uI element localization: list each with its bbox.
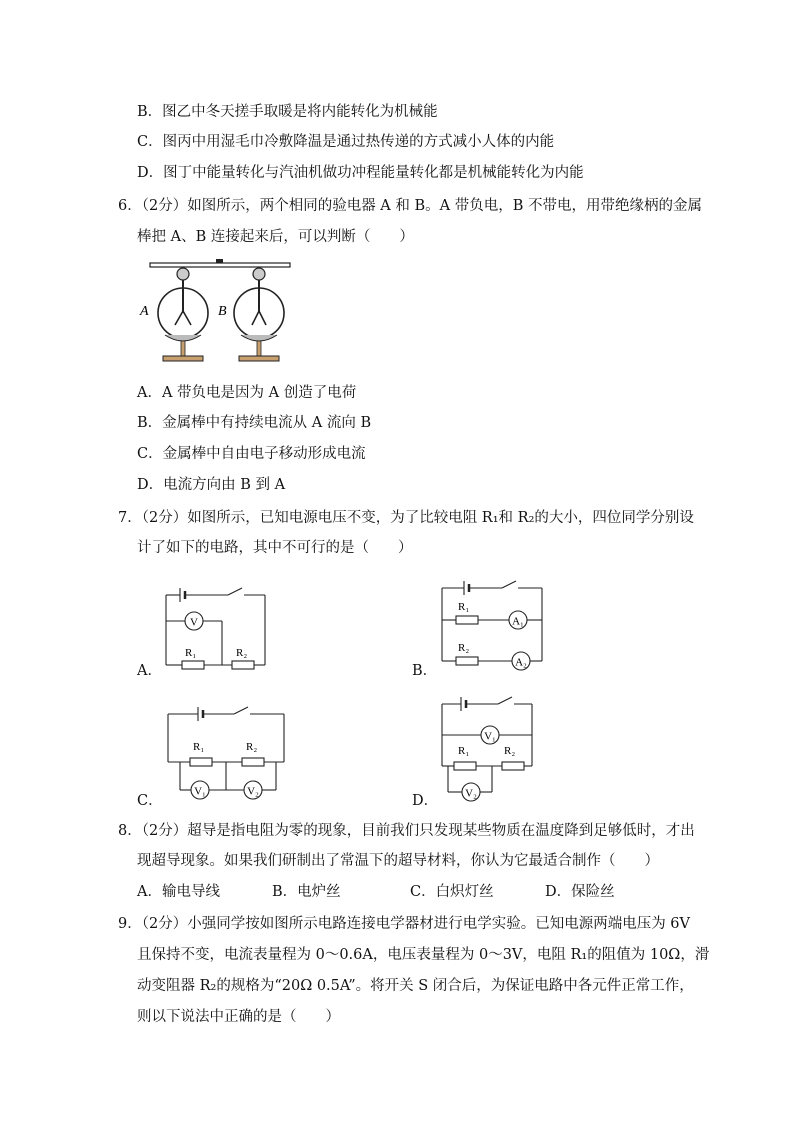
svg-text:V₁: V₁ — [194, 785, 206, 798]
circuit-d — [436, 690, 551, 804]
q7-stem-line2: 计了如下的电路，其中不可行的是（ ） — [137, 540, 413, 556]
q9-line3: 动变阻器 R₂的规格为“20Ω 0.5A”。将开关 S 闭合后，为保证电路中各元件正常工作， — [137, 978, 694, 994]
svg-text:R₂: R₂ — [246, 741, 258, 753]
q8-option-a: A．输电导线 — [137, 884, 220, 900]
label-b: B — [218, 304, 227, 319]
q7-label-b: B． — [412, 663, 438, 679]
q5-option-b: B．图乙中冬天搓手取暖是将内能转化为机械能 — [137, 104, 438, 120]
q7-stem-line1: 7．（2分）如图所示，已知电源电压不变，为了比较电阻 R₁和 R₂的大小，四位同学分别设 — [118, 510, 694, 526]
svg-text:A₁: A₁ — [512, 615, 524, 628]
q6-stem-line2: 棒把 A、B 连接起来后，可以判断（ ） — [137, 229, 414, 245]
q7-label-a: A． — [137, 663, 162, 679]
label-a: A — [140, 304, 149, 319]
svg-text:V: V — [190, 616, 198, 629]
q6-option-c: C．金属棒中自由电子移动形成电流 — [137, 446, 366, 462]
svg-text:V₂: V₂ — [465, 787, 477, 800]
q8-option-c: C．白炽灯丝 — [410, 884, 494, 900]
electroscope-b — [234, 268, 284, 361]
svg-text:R₁: R₁ — [458, 601, 470, 613]
q7-label-d: D． — [412, 793, 439, 809]
metal-rod — [150, 263, 290, 267]
circuit-b — [436, 576, 551, 676]
circuit-a — [160, 585, 275, 675]
q9-line1: 9．（2分）小强同学按如图所示电路连接电学器材进行电学实验。已知电源两端电压为 6V — [118, 916, 691, 932]
q9-line4: 则以下说法中正确的是（ ） — [137, 1009, 340, 1025]
q6-option-d: D．电流方向由 B 到 A — [137, 477, 286, 493]
q8-stem-line1: 8．（2分）超导是指电阻为零的现象，目前我们只发现某些物质在温度降到足够低时，才出 — [118, 823, 695, 839]
q5-option-d: D．图丁中能量转化与汽油机做功冲程能量转化都是机械能转化为内能 — [137, 165, 584, 181]
svg-text:R₁: R₁ — [193, 741, 205, 753]
q7-label-c: C． — [137, 793, 163, 809]
circuit-c — [160, 700, 290, 802]
electroscope-figure — [135, 255, 295, 373]
q6-stem-line1: 6．（2分）如图所示，两个相同的验电器 A 和 B。A 带负电，B 不带电，用带绝缘柄的金属 — [118, 198, 702, 214]
q8-option-b: B．电炉丝 — [272, 884, 341, 900]
svg-text:R₁: R₁ — [185, 647, 197, 659]
svg-text:R₂: R₂ — [458, 642, 470, 654]
q8-option-d: D．保险丝 — [545, 884, 615, 900]
q9-line2: 且保持不变，电流表量程为 0～0.6A，电压表量程为 0～3V，电阻 R₁的阻值为 10Ω，滑 — [137, 947, 710, 963]
q6-option-b: B．金属棒中有持续电流从 A 流向 B — [137, 415, 372, 431]
svg-text:V₂: V₂ — [247, 785, 259, 798]
svg-text:R₂: R₂ — [236, 647, 248, 659]
svg-text:V₁: V₁ — [484, 730, 496, 743]
q6-option-a: A．A 带负电是因为 A 创造了电荷 — [137, 385, 357, 401]
svg-text:R₁: R₁ — [458, 745, 470, 757]
insulated-handle — [216, 259, 223, 263]
electroscope-a — [158, 268, 208, 361]
q5-option-c: C．图丙中用湿毛巾冷敷降温是通过热传递的方式减小人体的内能 — [137, 134, 555, 150]
svg-text:A₂: A₂ — [515, 656, 527, 669]
q8-stem-line2: 现超导现象。如果我们研制出了常温下的超导材料，你认为它最适合制作（ ） — [137, 853, 659, 869]
svg-text:R₂: R₂ — [504, 745, 516, 757]
